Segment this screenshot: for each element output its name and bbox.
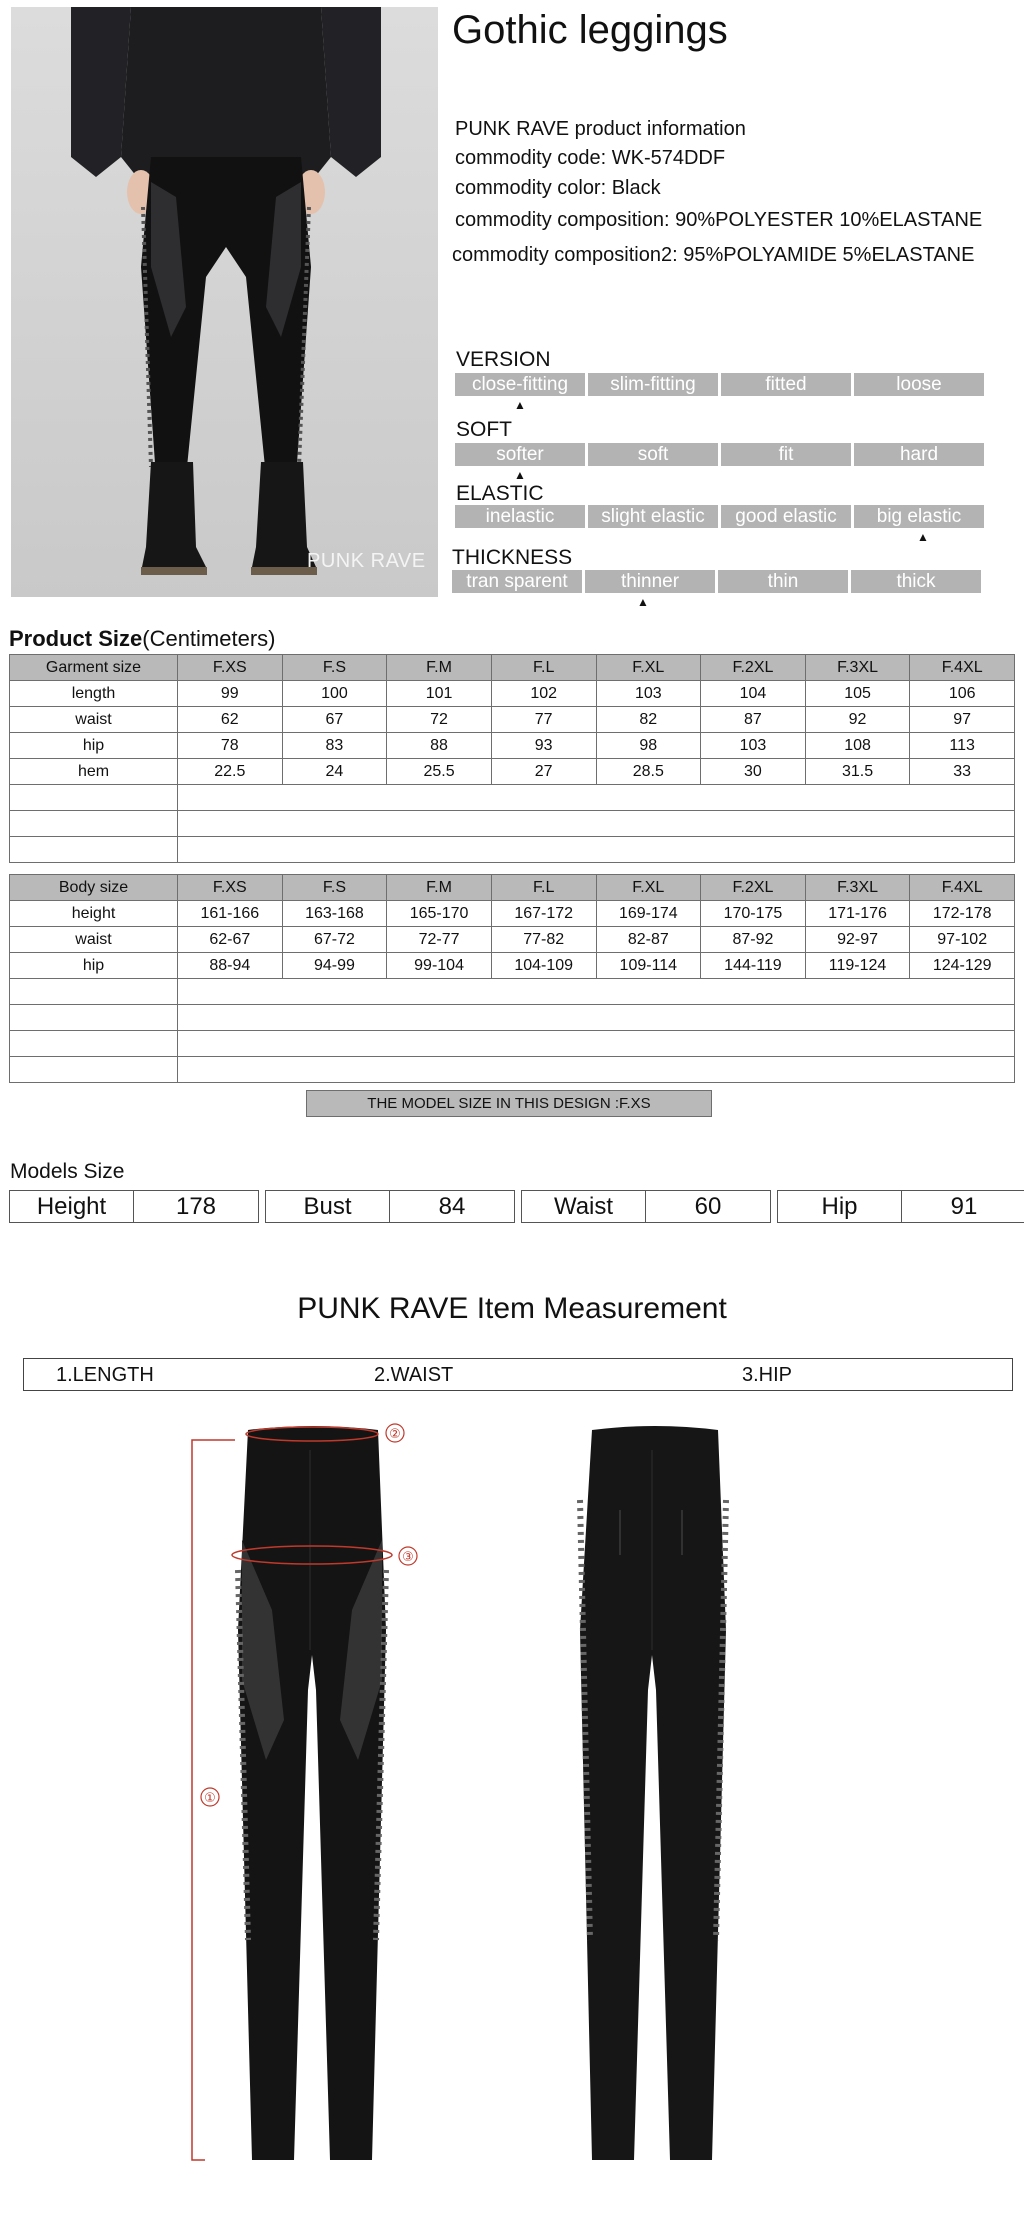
measurement-diagram — [180, 1420, 1000, 2170]
table-header-row — [10, 655, 1015, 681]
version-label: VERSION — [456, 348, 551, 371]
soft-selected-marker: ▲ — [514, 468, 526, 482]
commodity-color-value: Black — [611, 177, 661, 199]
column-header: F.4XL — [910, 655, 1015, 681]
soft-option: softer — [455, 443, 585, 466]
column-header: F.M — [387, 875, 492, 901]
table-cell: 62 — [178, 707, 283, 733]
soft-label: SOFT — [456, 418, 512, 441]
thickness-option: tran sparent — [452, 570, 582, 593]
table-cell: 119-124 — [805, 953, 910, 979]
table-cell: 67-72 — [282, 927, 387, 953]
elastic-option: big elastic — [854, 505, 984, 528]
table-cell: 167-172 — [491, 901, 596, 927]
product-size-title: Product Size — [9, 626, 143, 651]
version-option: slim-fitting — [588, 373, 718, 396]
table-cell: 170-175 — [701, 901, 806, 927]
empty-row — [10, 811, 1015, 837]
composition-label: commodity composition: — [455, 209, 670, 231]
column-header: F.2XL — [701, 655, 806, 681]
composition2-value: 95%POLYAMIDE 5%ELASTANE — [683, 244, 975, 266]
column-header: F.XS — [178, 655, 283, 681]
elastic-label: ELASTIC — [456, 482, 544, 505]
commodity-code — [455, 147, 725, 170]
commodity-color — [455, 177, 661, 200]
photo-watermark: PUNK RAVE — [307, 550, 426, 572]
table-row — [10, 707, 1015, 733]
table-cell: 31.5 — [805, 759, 910, 785]
model-measure-label: Bust — [266, 1191, 390, 1222]
row-label: waist — [10, 927, 178, 953]
table-cell: 102 — [491, 681, 596, 707]
info-heading: PUNK RAVE product information — [455, 118, 746, 140]
table-cell: 82-87 — [596, 927, 701, 953]
thickness-selected-marker: ▲ — [637, 595, 649, 609]
measurement-item-hip: 3.HIP — [742, 1364, 793, 1386]
row-label: hip — [10, 733, 178, 759]
waist-marker: ② — [389, 1427, 401, 1442]
hero-product-photo — [11, 7, 438, 597]
table-cell: 99 — [178, 681, 283, 707]
empty-row — [10, 785, 1015, 811]
model-size-note: THE MODEL SIZE IN THIS DESIGN :F.XS — [306, 1090, 712, 1117]
table-cell: 33 — [910, 759, 1015, 785]
table-cell: 97 — [910, 707, 1015, 733]
measurement-legend — [23, 1358, 1013, 1391]
empty-cell — [10, 1005, 178, 1031]
models-size-heading: Models Size — [10, 1160, 125, 1183]
table-cell: 106 — [910, 681, 1015, 707]
table-cell: 161-166 — [178, 901, 283, 927]
product-size-heading — [9, 626, 276, 652]
table-cell: 169-174 — [596, 901, 701, 927]
commodity-composition2 — [452, 244, 974, 267]
table-cell: 88 — [387, 733, 492, 759]
commodity-color-label: commodity color: — [455, 177, 607, 199]
model-measure-bust — [265, 1190, 515, 1223]
empty-cell — [10, 785, 178, 811]
composition-value: 90%POLYESTER 10%ELASTANE — [675, 209, 983, 231]
column-header: F.2XL — [701, 875, 806, 901]
model-measure-value: 178 — [175, 1193, 217, 1220]
back-leggings-shape — [580, 1426, 726, 2160]
table-cell: 103 — [596, 681, 701, 707]
model-measure-hip — [777, 1190, 1024, 1223]
table-cell: 100 — [282, 681, 387, 707]
model-measure-value: 84 — [438, 1193, 466, 1220]
empty-cell — [178, 1057, 1015, 1083]
table-cell: 108 — [805, 733, 910, 759]
table-cell: 62-67 — [178, 927, 283, 953]
empty-row — [10, 1057, 1015, 1083]
body-size-table — [9, 874, 1015, 1083]
empty-row — [10, 1031, 1015, 1057]
model-measure-label: Hip — [778, 1191, 902, 1222]
table-row — [10, 681, 1015, 707]
table-cell: 172-178 — [910, 901, 1015, 927]
row-label: hem — [10, 759, 178, 785]
empty-cell — [178, 837, 1015, 863]
table-cell: 77-82 — [491, 927, 596, 953]
length-marker: ① — [204, 1791, 216, 1806]
product-size-table — [9, 654, 1015, 863]
empty-row — [10, 837, 1015, 863]
measurement-item-waist: 2.WAIST — [374, 1364, 454, 1386]
table-cell: 99-104 — [387, 953, 492, 979]
commodity-composition — [455, 209, 982, 232]
soft-option: soft — [588, 443, 718, 466]
column-header: Body size — [10, 875, 178, 901]
empty-cell — [10, 811, 178, 837]
table-cell: 27 — [491, 759, 596, 785]
empty-row — [10, 1005, 1015, 1031]
table-cell: 101 — [387, 681, 492, 707]
model-measure-label: Height — [10, 1191, 134, 1222]
measurement-title: PUNK RAVE Item Measurement — [297, 1292, 727, 1325]
table-cell: 93 — [491, 733, 596, 759]
table-row — [10, 759, 1015, 785]
table-cell: 83 — [282, 733, 387, 759]
column-header: F.XL — [596, 875, 701, 901]
measurement-item-length: 1.LENGTH — [56, 1364, 154, 1386]
empty-cell — [178, 785, 1015, 811]
empty-cell — [178, 811, 1015, 837]
soft-option: fit — [721, 443, 851, 466]
column-header: F.M — [387, 655, 492, 681]
table-cell: 165-170 — [387, 901, 492, 927]
table-cell: 163-168 — [282, 901, 387, 927]
table-row — [10, 927, 1015, 953]
table-cell: 30 — [701, 759, 806, 785]
table-cell: 28.5 — [596, 759, 701, 785]
table-cell: 98 — [596, 733, 701, 759]
model-measure-label: Waist — [522, 1191, 646, 1222]
empty-cell — [10, 837, 178, 863]
soft-scale — [455, 443, 984, 466]
table-cell: 103 — [701, 733, 806, 759]
table-cell: 24 — [282, 759, 387, 785]
table-cell: 171-176 — [805, 901, 910, 927]
row-label: hip — [10, 953, 178, 979]
table-row — [10, 733, 1015, 759]
models-size-row — [9, 1190, 1024, 1223]
empty-cell — [178, 979, 1015, 1005]
column-header: F.3XL — [805, 875, 910, 901]
table-header-row — [10, 875, 1015, 901]
thickness-scale — [452, 570, 981, 593]
empty-row — [10, 979, 1015, 1005]
model-measure-value: 91 — [950, 1193, 978, 1220]
version-option: close-fitting — [455, 373, 585, 396]
version-selected-marker: ▲ — [514, 398, 526, 412]
column-header: F.S — [282, 875, 387, 901]
column-header: F.4XL — [910, 875, 1015, 901]
model-wearing-leggings-illustration — [11, 7, 438, 597]
column-header: F.S — [282, 655, 387, 681]
version-option: fitted — [721, 373, 851, 396]
product-size-unit: (Centimeters) — [142, 626, 276, 651]
model-measure-height — [9, 1190, 259, 1223]
table-cell: 25.5 — [387, 759, 492, 785]
table-cell: 88-94 — [178, 953, 283, 979]
thickness-option: thick — [851, 570, 981, 593]
column-header: F.XS — [178, 875, 283, 901]
product-title: Gothic leggings — [452, 8, 728, 52]
table-cell: 104 — [701, 681, 806, 707]
table-cell: 67 — [282, 707, 387, 733]
table-cell: 72 — [387, 707, 492, 733]
column-header: F.L — [491, 655, 596, 681]
table-cell: 109-114 — [596, 953, 701, 979]
table-cell: 87-92 — [701, 927, 806, 953]
column-header: Garment size — [10, 655, 178, 681]
table-cell: 92-97 — [805, 927, 910, 953]
elastic-scale — [455, 505, 984, 528]
row-label: waist — [10, 707, 178, 733]
table-cell: 113 — [910, 733, 1015, 759]
column-header: F.3XL — [805, 655, 910, 681]
elastic-option: slight elastic — [588, 505, 718, 528]
version-option: loose — [854, 373, 984, 396]
column-header: F.XL — [596, 655, 701, 681]
table-cell: 72-77 — [387, 927, 492, 953]
leggings-front-back-illustration — [180, 1420, 1000, 2170]
table-cell: 144-119 — [701, 953, 806, 979]
table-cell: 22.5 — [178, 759, 283, 785]
empty-cell — [178, 1031, 1015, 1057]
version-scale — [455, 373, 984, 396]
elastic-option: good elastic — [721, 505, 851, 528]
table-row — [10, 953, 1015, 979]
column-header: F.L — [491, 875, 596, 901]
thickness-option: thinner — [585, 570, 715, 593]
elastic-selected-marker: ▲ — [917, 530, 929, 544]
empty-cell — [10, 1031, 178, 1057]
commodity-code-label: commodity code: — [455, 147, 607, 169]
table-cell: 124-129 — [910, 953, 1015, 979]
table-cell: 82 — [596, 707, 701, 733]
composition2-label: commodity composition2: — [452, 244, 678, 266]
table-cell: 77 — [491, 707, 596, 733]
table-cell: 94-99 — [282, 953, 387, 979]
elastic-option: inelastic — [455, 505, 585, 528]
row-label: height — [10, 901, 178, 927]
table-cell: 92 — [805, 707, 910, 733]
empty-cell — [10, 979, 178, 1005]
table-cell: 87 — [701, 707, 806, 733]
thickness-option: thin — [718, 570, 848, 593]
table-cell: 78 — [178, 733, 283, 759]
thickness-label: THICKNESS — [452, 546, 573, 569]
empty-cell — [10, 1057, 178, 1083]
model-measure-value: 60 — [694, 1193, 722, 1220]
table-cell: 97-102 — [910, 927, 1015, 953]
commodity-code-value: WK-574DDF — [611, 147, 726, 169]
row-label: length — [10, 681, 178, 707]
table-cell: 105 — [805, 681, 910, 707]
model-measure-waist — [521, 1190, 771, 1223]
table-cell: 104-109 — [491, 953, 596, 979]
soft-option: hard — [854, 443, 984, 466]
table-row — [10, 901, 1015, 927]
hip-marker: ③ — [402, 1550, 414, 1565]
front-leggings-shape — [238, 1426, 386, 2160]
empty-cell — [178, 1005, 1015, 1031]
